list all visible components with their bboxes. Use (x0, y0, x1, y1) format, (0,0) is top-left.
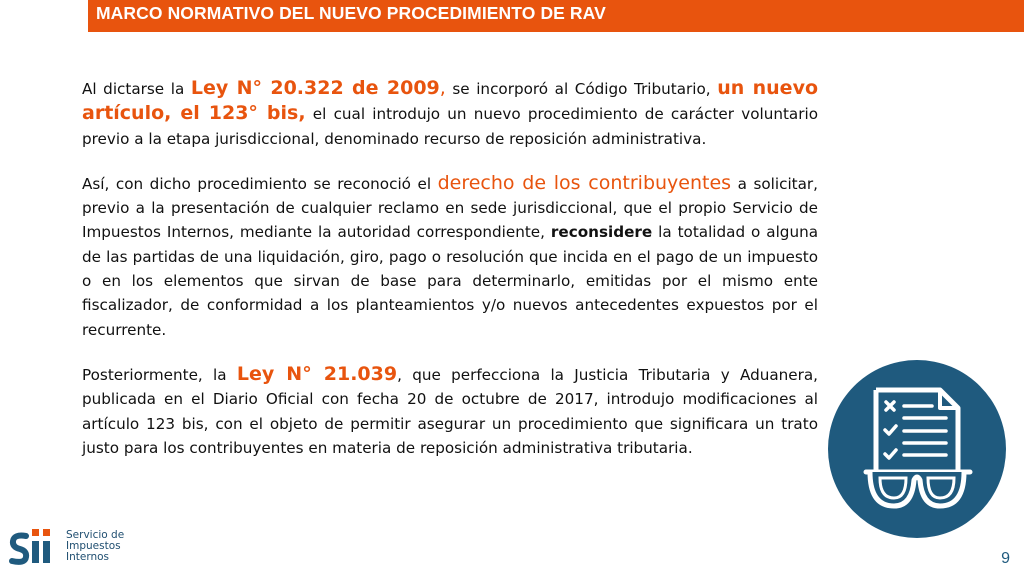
body-text (82, 76, 818, 480)
text: Así, con dicho procedimiento se reconoció el (82, 174, 438, 193)
logo-line: Servicio de (66, 529, 125, 541)
slide-title: MARCO NORMATIVO DEL NUEVO PROCEDIMIENTO DE RAV (96, 3, 606, 23)
text: a solicitar, previo a la presentación de cualquier reclamo en sede jurisdiccional, que el propio Servicio de Impuestos Internos, mediante la autoridad correspondiente, (82, 174, 818, 242)
text: , que perfecciona la Justicia Tributaria y Aduanera, publicada en el Diario Oficial con fecha 20 de octubre de 2017, introdujo modificaciones al artículo 123 bis, con el objeto de permitir asegurar un procedimiento que significara un trato justo para los contribuyentes en materia de reposición administrativa tributaria. (82, 365, 819, 457)
law-reference: Ley N° 20.322 de 2009 (190, 77, 440, 99)
page-number: 9 (1001, 550, 1010, 567)
text: la totalidad o alguna de las partidas de una liquidación, giro, pago o resolución que incida en el pago de un impuesto o en los elementos que sirvan de base para determinarlo, emitidas por el mismo ente fiscalizador, de conformidad a los planteamientos y/o nuevos antecedentes expuestos por el recurrente. (82, 223, 819, 339)
logo-line: Internos (66, 551, 110, 563)
paragraph-3 (82, 362, 818, 460)
text: el cual introdujo un nuevo procedimiento de carácter voluntario previo a la etapa jurisdiccional, denominado recurso de reposición administrativa. (82, 105, 818, 148)
comma: , (439, 77, 446, 99)
article-highlight: un nuevo artículo, el 123° bis, (82, 77, 819, 125)
logo-line: Impuestos (66, 540, 121, 552)
bold-word: reconsidere (550, 223, 653, 242)
paragraph-1 (82, 76, 818, 151)
text: Posteriormente, la (82, 365, 237, 384)
document-checklist-glasses-icon (828, 360, 1006, 538)
logo-text (66, 530, 124, 563)
paragraph-2 (82, 171, 818, 342)
rights-highlight: derecho de los contribuyentes (437, 171, 732, 194)
law-reference: Ley N° 21.039 (236, 362, 398, 385)
text: Al dictarse la (82, 80, 191, 98)
text: se incorporó al Código Tributario, (445, 80, 718, 98)
